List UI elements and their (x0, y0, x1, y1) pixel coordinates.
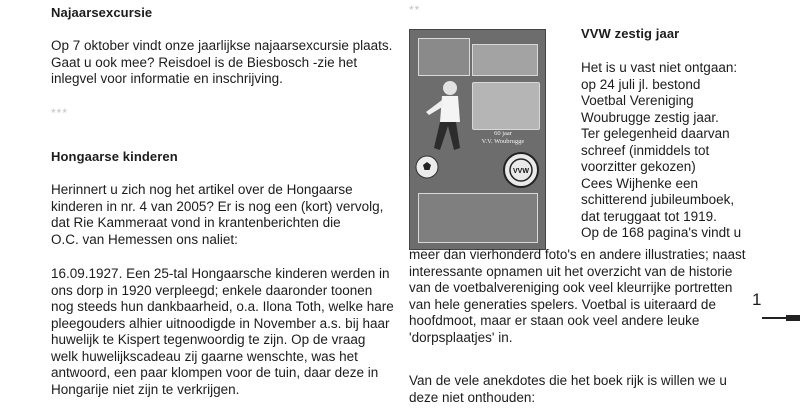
section-separator: ** (409, 3, 421, 17)
newspaper-quote-paragraph (51, 266, 394, 398)
page-number: 1 (752, 290, 762, 309)
text-line: voorzitter gekozen) (581, 159, 696, 174)
text-line: ons dorp in 1920 verpleegd; enkele daaronder toonen (51, 282, 373, 298)
text-line: O.C. van Hemessen ons naliet: (51, 231, 238, 247)
text-line: Op 7 oktober vindt onze jaarlijkse najaarsexcursie plaats. (51, 38, 393, 53)
section-separator: *** (51, 106, 69, 120)
text-line: Hongarije niet zijn te verkrijgen. (51, 381, 240, 397)
hongaarse-intro-paragraph (51, 182, 383, 248)
team-photo (418, 193, 538, 243)
club-badge-icon (502, 151, 540, 189)
text-line: dat teruggaat tot 1919. (581, 208, 717, 224)
text-line: nog steeds hun dankbaarheid, o.a. Ilona Toth, welke hare (51, 299, 394, 314)
section-heading-najaarsexcursie: Najaarsexcursie (51, 5, 153, 20)
text-line: interessante opnamen uit het overzicht van de historie (409, 263, 733, 279)
text-line: op 24 juli jl. bestond (581, 76, 701, 92)
section-heading-vvw-zestig-jaar: VVW zestig jaar (581, 26, 680, 41)
text-line: pleegouders alhier uitnoodigde in November a.s. bij haar (51, 315, 390, 331)
text-line: Gaat u ook mee? Reisdoel is de Biesbosch -zie het (51, 54, 358, 70)
text-line: Herinnert u zich nog het artikel over de Hongaarse (51, 182, 353, 197)
text-line: Voetbal Vereniging (581, 93, 694, 108)
team-photo (418, 38, 470, 76)
text-line: antwoord, een paar klompen voor de tuin, daar deze in (51, 365, 379, 380)
text-line: schreef (inmiddels tot (581, 142, 710, 158)
section-heading-hongaarse-kinderen: Hongaarse kinderen (51, 149, 178, 164)
cover-title-line: 60 jaar (494, 130, 512, 137)
text-line: Op de 168 pagina's vindt u (581, 225, 742, 240)
text-line: huwelijk te Kispert tegenwoordig te zijn. Op de vraag (51, 332, 366, 347)
vvw-narrow-paragraph (581, 60, 741, 242)
text-line: Woubrugge zestig jaar. (581, 109, 719, 125)
team-photo (472, 44, 538, 76)
cover-title-line: V.V. Woubrugge (481, 138, 525, 145)
text-line: deze niet onthouden: (409, 389, 536, 405)
text-line: inlegvel voor informatie en inschrijving. (51, 71, 283, 86)
football-icon (414, 154, 440, 180)
vvw-wide-paragraph (409, 247, 746, 346)
text-line: Cees Wijhenke een (581, 175, 699, 191)
text-line: dat Rie Kammeraat vond in krantenberichten die (51, 215, 341, 230)
text-line: Het is u vast niet ontgaan: (581, 60, 738, 75)
najaarsexcursie-paragraph (51, 38, 392, 88)
jubileumboek-cover-image (409, 29, 546, 250)
player-figure-image (420, 78, 472, 158)
text-line: van hele generaties spelers. Voetbal is uiteraard de (409, 296, 716, 312)
club-badge-text: VVW (513, 168, 529, 175)
vvw-closing-paragraph (409, 373, 727, 406)
text-line: van de voetbalvereniging ook veel kleurrijke portretten (409, 280, 733, 295)
text-line: kinderen in nr. 4 van 2005? Er is nog een (kort) vervolg, (51, 198, 384, 214)
text-line: Van de vele anekdotes die het boek rijk is willen we u (409, 373, 727, 388)
text-line: hoofdmoot, maar er staan ook veel andere leuke (409, 313, 700, 328)
pitch-photo (472, 82, 540, 130)
text-line: meer dan vierhonderd foto's en andere illustraties; naast (409, 247, 746, 262)
text-line: schitterend jubileumboek, (581, 192, 735, 207)
text-line: 'dorpsplaatjes' in. (409, 329, 513, 345)
text-line: Ter gelegenheid daarvan (581, 126, 730, 141)
text-line: welk huwelijkscadeau zij gaarne wenschte, was het (51, 348, 358, 364)
text-line: 16.09.1927. Een 25-tal Hongaarsche kinderen werden in (51, 266, 390, 281)
page-number-rule-end (786, 315, 800, 321)
